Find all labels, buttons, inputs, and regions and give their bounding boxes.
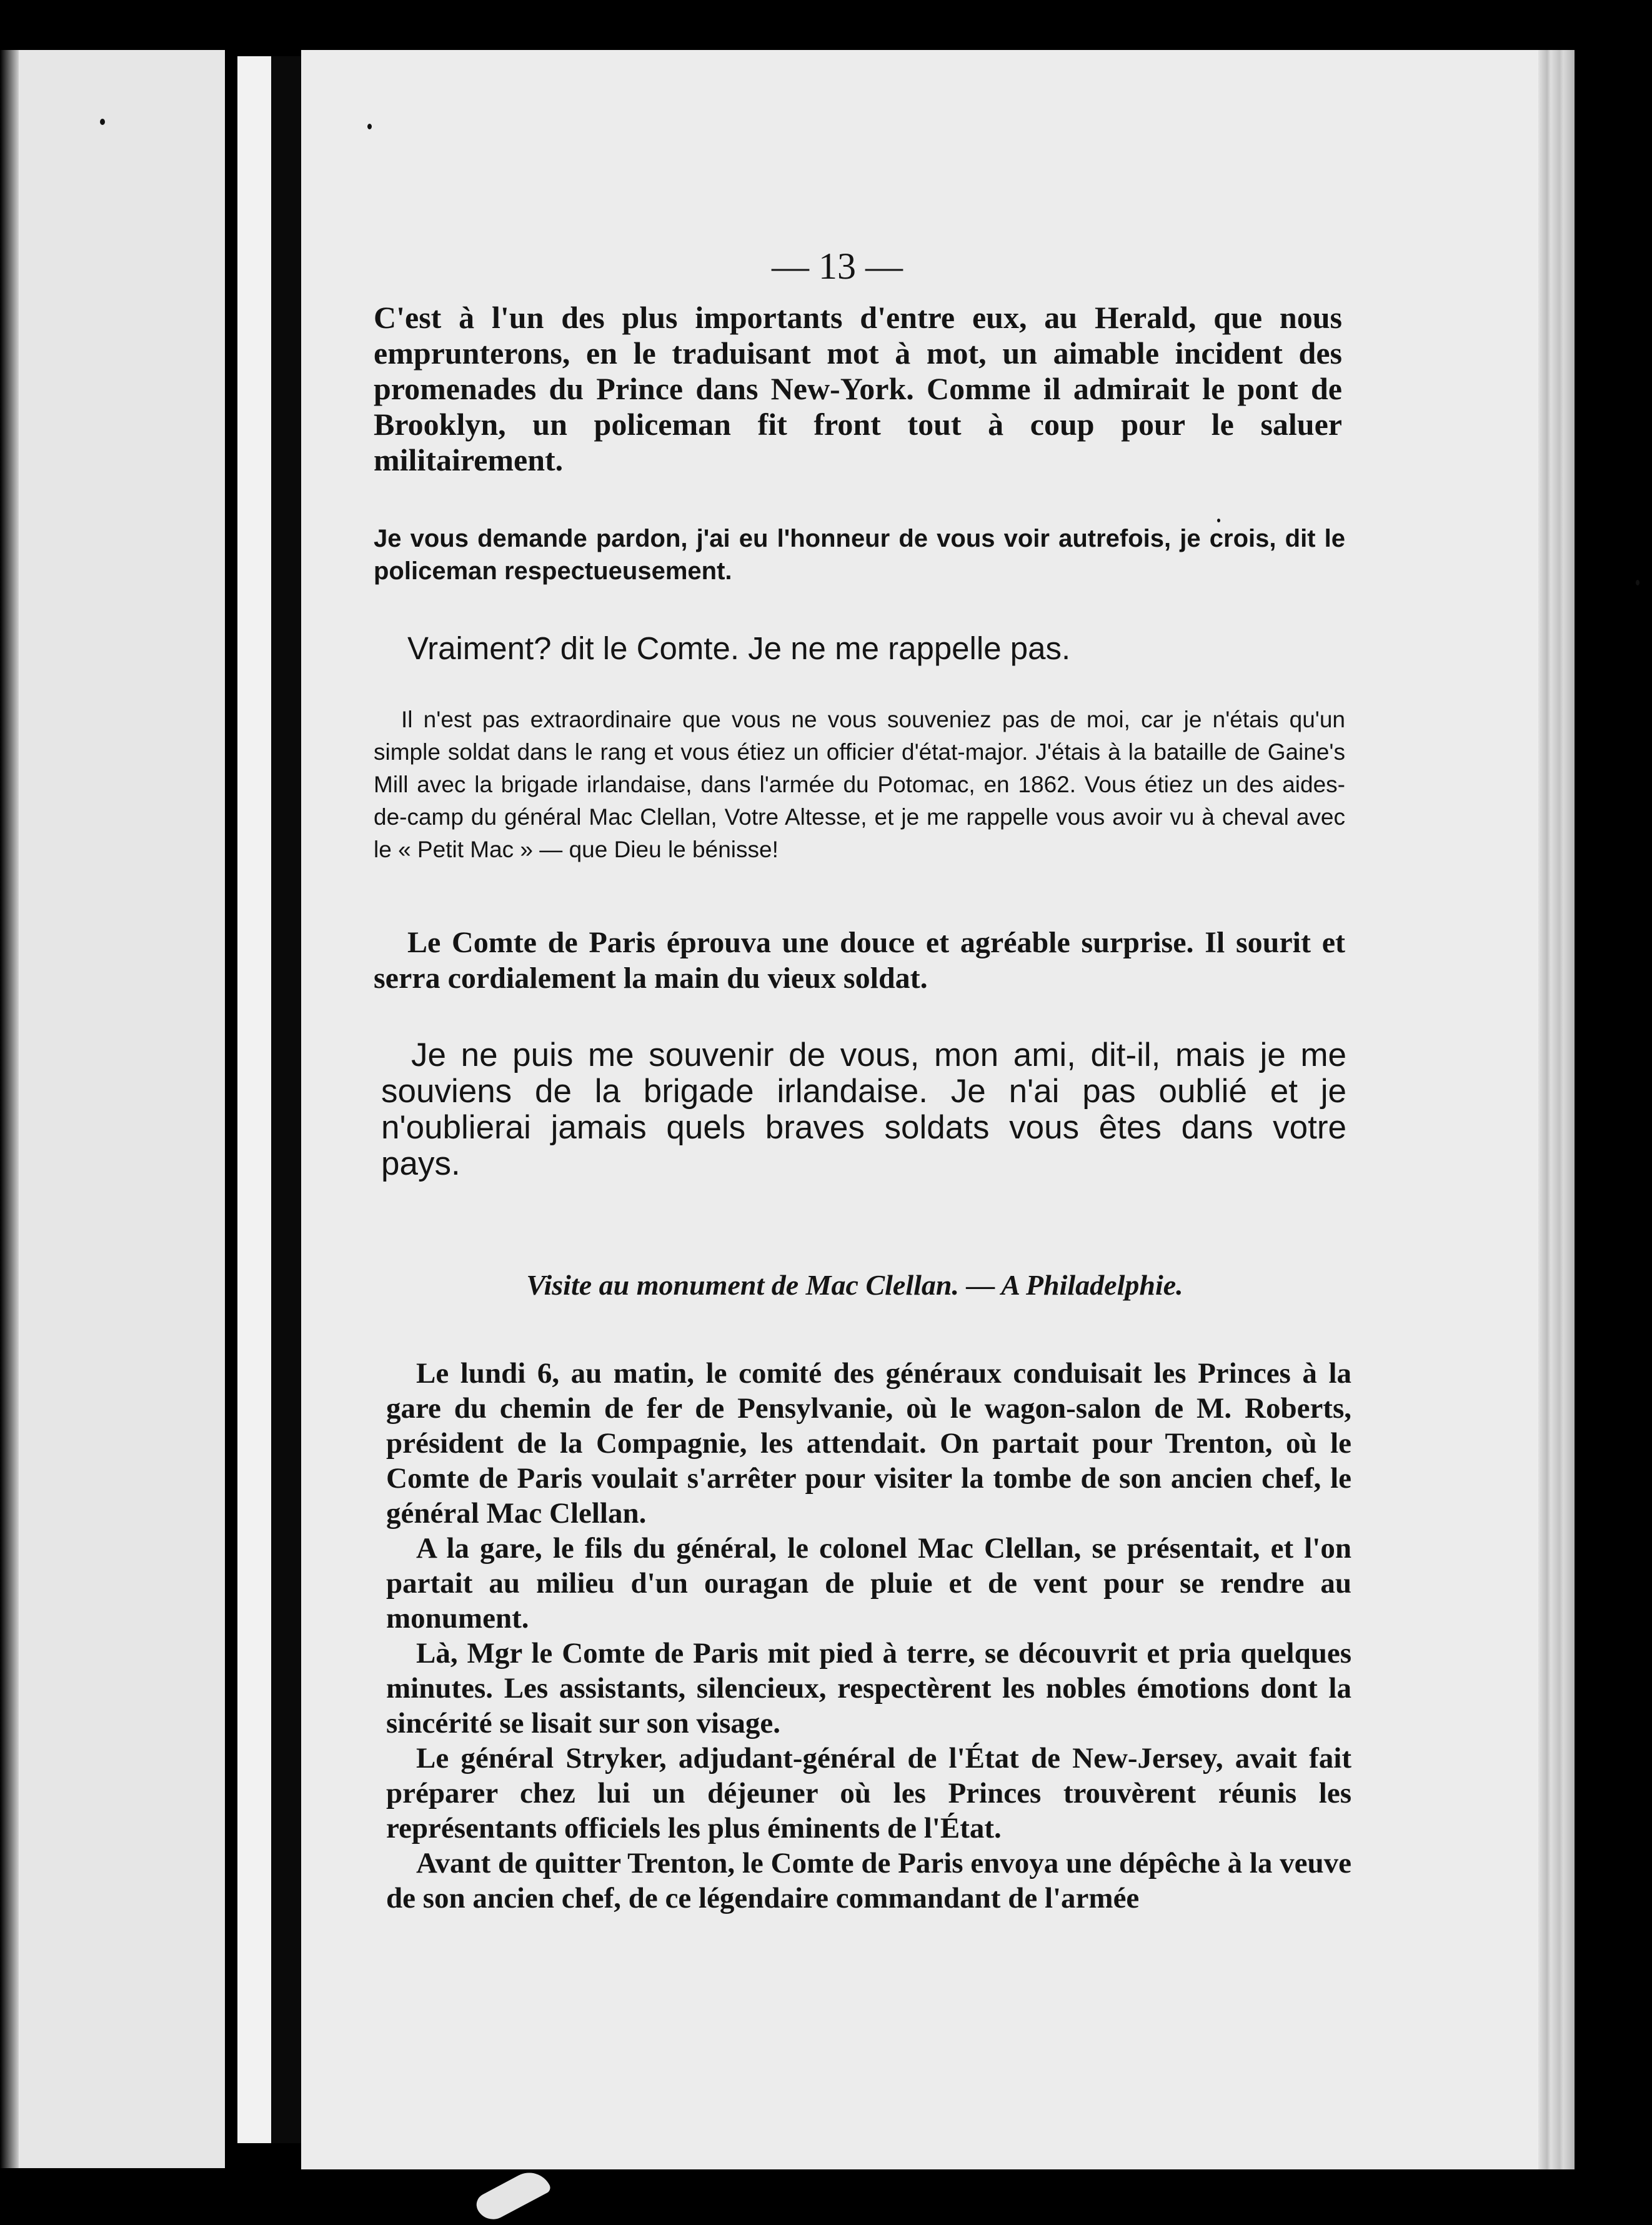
paragraph-lundi: Le lundi 6, au matin, le comité des généraux conduisait les Princes à la gare du chemin de fer de Pensylvanie, où le wagon-salon de M. Roberts, président de la Compagnie, les attendait. On partait pour Trenton, où le Comte de Paris voulait s'arrêter pour visiter la tombe de son ancien chef, le général Mac Clellan.	[386, 1357, 1351, 1530]
speck	[1636, 580, 1640, 585]
paragraph-policeman: Je vous demande pardon, j'ai eu l'honneur de vous voir autrefois, je crois, dit le policeman respectueusement.	[374, 525, 1345, 585]
paragraph-depeche: Avant de quitter Trenton, le Comte de Paris envoya une dépêche à la veuve de son ancien chef, de ce légendaire commandant de l'armée	[386, 1847, 1351, 1914]
paragraph-comte-reply: Vraiment? dit le Comte. Je ne me rappelle pas.	[407, 630, 1071, 666]
speck	[100, 119, 105, 125]
paragraph-surprise: Le Comte de Paris éprouva une douce et agréable surprise. Il sourit et serra cordialement la main du vieux soldat.	[374, 926, 1345, 995]
binding-bar	[271, 56, 301, 2143]
paragraph-monument: Là, Mgr le Comte de Paris mit pied à terre, se découvrit et pria quelques minutes. Les assistants, silencieux, respectèrent les nobles émotions dont la sincérité se lisait sur son visage.	[386, 1637, 1351, 1740]
paragraph-stryker: Le général Stryker, adjudant-général de l'État de New-Jersey, avait fait préparer chez lui un déjeuner où les Princes trouvèrent réunis les représentants officiels les plus éminents de l'État.	[386, 1742, 1351, 1844]
left-page-shadow	[0, 50, 19, 2168]
paragraph-herald: C'est à l'un des plus importants d'entre eux, au Herald, que nous emprunterons, en le traduisant mot à mot, un aimable incident des promenades du Prince dans New-York. Comme il admirait le pont de Brooklyn, un policeman fit front tout à coup pour le saluer militairement.	[374, 300, 1342, 477]
section-title: Visite au monument de Mac Clellan. — A Philadelphie.	[526, 1269, 1183, 1301]
paragraph-soldier: Il n'est pas extraordinaire que vous ne vous souveniez pas de moi, car je n'étais qu'un simple soldat dans le rang et vous étiez un officier d'état-major. J'étais à la bataille de Gaine's Mill avec la brigade irlandaise, dans l'armée du Potomac, en 1862. Vous étiez un des aides-de-camp du général Mac Clellan, Votre Altesse, et je me rappelle vous avoir vu à cheval avec le « Petit Mac » — que Dieu le bénisse!	[374, 707, 1345, 862]
page-edges	[1538, 50, 1575, 2169]
paragraph-comte-speech: Je ne puis me souvenir de vous, mon ami, dit-il, mais je me souviens de la brigade irlandaise. Je n'ai pas oublié et je n'oublierai jamais quels braves soldats vous êtes dans votre pays.	[381, 1037, 1346, 1182]
page-number: — 13 —	[772, 246, 903, 287]
gutter	[237, 56, 271, 2143]
left-page	[0, 50, 225, 2168]
speck	[367, 124, 372, 129]
pen-mark	[472, 2165, 552, 2225]
paragraph-trenton	[386, 1356, 1351, 1916]
paragraph-gare: A la gare, le fils du général, le colonel Mac Clellan, se présentait, et l'on partait au milieu d'un ouragan de pluie et de vent pour se rendre au monument.	[386, 1532, 1351, 1635]
